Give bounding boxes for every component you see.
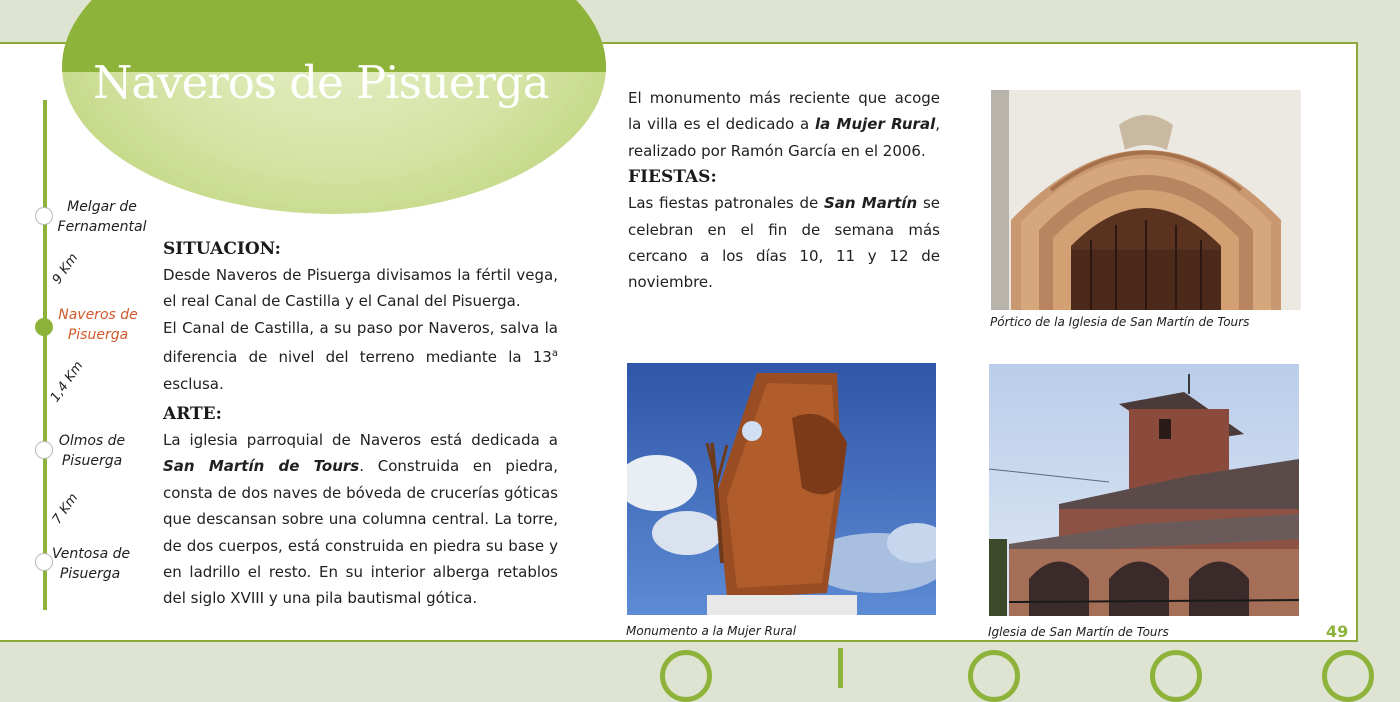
route-line [43, 100, 47, 610]
monumento-photo [627, 363, 936, 615]
route-distance-1: 9 Km [49, 250, 82, 287]
decorative-letter-3 [968, 650, 1020, 702]
portico-photo [991, 90, 1301, 310]
route-stop-label-olmos: Olmos de Pisuerga [58, 433, 126, 469]
route-stop-dot-melgar [35, 207, 53, 225]
route-stop-label-naveros: Naveros de Pisuerga [58, 307, 138, 343]
arte-paragraph: La iglesia parroquial de Naveros está dedicada a San Martín de Tours. Construida en piedra, consta de dos naves de bóveda de crucerías góticas que descansan sobre una columna central. La torre, de dos cuerpos, está construida en piedra su base y en ladrillo el resto. En su interior alberga retablos del siglo XVIII y una pila bautismal gótica. [163, 431, 558, 608]
middle-column [628, 85, 940, 296]
portico-caption: Pórtico de la Iglesia de San Martín de Tours [990, 315, 1250, 329]
situacion-paragraph-2: El Canal de Castilla, a su paso por Naveros, salva la diferencia de nivel del terreno mediante la 13$^a$ esclusa. [163, 318, 558, 393]
route-stop-label-ventosa: Ventosa de Pisuerga [52, 546, 131, 582]
situacion-paragraph-1: Desde Naveros de Pisuerga divisamos la fértil vega, el real Canal de Castilla y el Canal del Pisuerga. [163, 266, 558, 311]
route-stop-label-melgar: Melgar de Fernamental [57, 199, 147, 235]
iglesia-caption: Iglesia de San Martín de Tours [988, 625, 1169, 639]
monumento-caption: Monumento a la Mujer Rural [626, 624, 797, 638]
route-stop-dot-olmos [35, 441, 53, 459]
route-distance-2: 1,4 Km [47, 358, 87, 405]
left-column [163, 236, 558, 612]
decorative-letter-4 [1150, 650, 1202, 702]
route-distance-3: 7 Km [49, 490, 82, 527]
decorative-letter-1 [660, 650, 712, 702]
route-stop-dot-naveros [35, 318, 53, 336]
page-title: Naveros de Pisuerga [93, 56, 549, 109]
decorative-letter-5 [1322, 650, 1374, 702]
monumento-paragraph: El monumento más reciente que acoge la villa es el dedicado a la Mujer Rural, realizado por Ramón García en el 2006. [628, 89, 940, 160]
fiestas-paragraph: Las fiestas patronales de San Martín se celebran en el fin de semana más cercano a los días 10, 11 y 12 de noviembre. [628, 194, 941, 292]
situacion-heading: SITUACION: [163, 239, 281, 259]
fiestas-heading: FIESTAS: [628, 167, 717, 188]
page-number: 49 [1326, 622, 1349, 641]
arte-heading: ARTE: [163, 404, 222, 425]
route-stop-dot-ventosa [35, 553, 53, 571]
decorative-letter-2 [838, 648, 843, 688]
iglesia-photo [989, 364, 1299, 616]
